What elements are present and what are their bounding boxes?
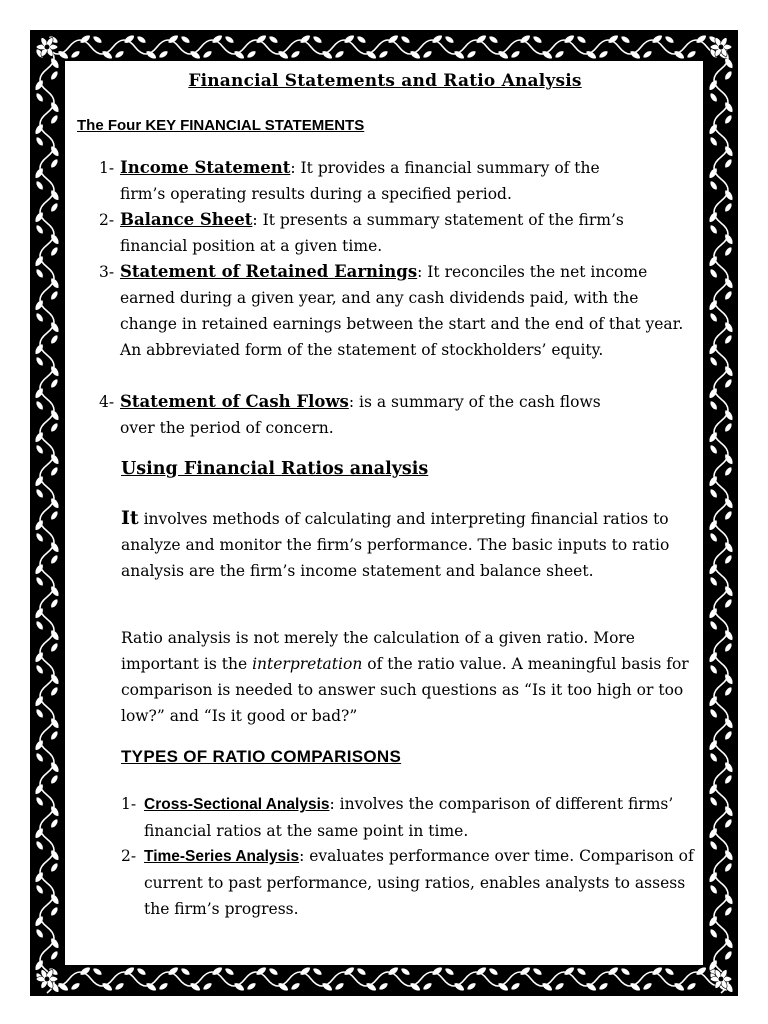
vine-leaf-icon bbox=[708, 751, 719, 763]
vine-leaf-icon bbox=[723, 553, 734, 565]
vine-leaf-icon bbox=[49, 276, 61, 290]
vine-leaf-icon bbox=[443, 34, 455, 45]
vine-leaf-icon bbox=[619, 34, 631, 45]
vine-leaf-icon bbox=[34, 399, 45, 411]
vine-leaf-icon bbox=[122, 965, 136, 977]
vine-leaf-icon bbox=[641, 981, 653, 992]
key-statements-heading: The Four KEY FINANCIAL STATEMENTS bbox=[77, 117, 365, 134]
vine-leaf-icon bbox=[49, 157, 60, 169]
vine-leaf-icon bbox=[355, 966, 367, 977]
vine-leaf-icon bbox=[708, 839, 719, 851]
vine-leaf-icon bbox=[707, 914, 719, 928]
vine-leaf-icon bbox=[628, 981, 642, 993]
vine-leaf-icon bbox=[694, 965, 708, 977]
vine-leaf-icon bbox=[421, 49, 433, 60]
vine-leaf-icon bbox=[430, 33, 444, 45]
vine-leaf-icon bbox=[33, 430, 45, 444]
vine-leaf-icon bbox=[723, 597, 734, 609]
vine-leaf-icon bbox=[723, 188, 735, 202]
vine-leaf-icon bbox=[723, 201, 734, 213]
vine-leaf-icon bbox=[69, 49, 81, 60]
vine-leaf-icon bbox=[723, 144, 735, 158]
vine-leaf-icon bbox=[708, 663, 719, 675]
vine-leaf-icon bbox=[289, 981, 301, 992]
vine-leaf-icon bbox=[723, 817, 734, 829]
vine-leaf-icon bbox=[708, 531, 719, 543]
vine-leaf-icon bbox=[166, 965, 180, 977]
statement-label: Statement of Cash Flows bbox=[120, 392, 349, 411]
vine-leaf-icon bbox=[723, 892, 735, 906]
vine-leaf-icon bbox=[723, 157, 734, 169]
vine-leaf-icon bbox=[708, 575, 719, 587]
vine-leaf-icon bbox=[723, 760, 735, 774]
vine-leaf-icon bbox=[223, 34, 235, 45]
vine-leaf-icon bbox=[34, 619, 45, 631]
vine-leaf-icon bbox=[708, 267, 719, 279]
vine-leaf-icon bbox=[723, 320, 735, 334]
vine-leaf-icon bbox=[399, 34, 411, 45]
statement-label: Income Statement bbox=[120, 158, 291, 177]
vine-leaf-icon bbox=[650, 33, 664, 45]
vine-leaf-icon bbox=[333, 49, 345, 60]
vine-leaf-icon bbox=[553, 49, 565, 60]
vine-leaf-icon bbox=[518, 33, 532, 45]
vine-leaf-icon bbox=[723, 641, 734, 653]
vine-leaf-icon bbox=[49, 377, 60, 389]
vine-leaf-icon bbox=[34, 91, 45, 103]
vine-leaf-icon bbox=[33, 78, 45, 92]
vine-leaf-icon bbox=[34, 575, 45, 587]
vine-leaf-icon bbox=[707, 122, 719, 136]
page-title: Financial Statements and Ratio Analysis bbox=[188, 71, 582, 91]
vine-leaf-icon bbox=[135, 966, 147, 977]
vine-leaf-icon bbox=[49, 232, 61, 246]
vine-leaf-icon bbox=[723, 936, 735, 950]
vine-leaf-icon bbox=[34, 487, 45, 499]
vine-leaf-icon bbox=[707, 562, 719, 576]
vine-leaf-icon bbox=[276, 981, 290, 993]
vine-leaf-icon bbox=[452, 981, 466, 993]
comparison-label: Cross-Sectional Analysis bbox=[144, 796, 330, 813]
vine-leaf-icon bbox=[33, 474, 45, 488]
corner-flower-icon bbox=[44, 44, 50, 50]
vine-leaf-icon bbox=[34, 531, 45, 543]
vine-leaf-icon bbox=[49, 773, 60, 785]
vine-leaf-icon bbox=[201, 981, 213, 992]
vine-leaf-icon bbox=[33, 606, 45, 620]
vine-leaf-icon bbox=[575, 966, 587, 977]
vine-leaf-icon bbox=[707, 694, 719, 708]
vine-leaf-icon bbox=[49, 936, 61, 950]
vine-leaf-icon bbox=[663, 34, 675, 45]
statement-item-3: 3- Statement of Retained Earnings: It reconciles the net income earned during a given year, and any cash dividends paid, with the change in retained earnings between the start and the end of that year. An abbreviated form of the statement of stockholders’ equity. bbox=[99, 262, 684, 359]
vine-leaf-icon bbox=[707, 386, 719, 400]
vine-leaf-icon bbox=[179, 34, 191, 45]
vine-leaf-icon bbox=[49, 760, 61, 774]
vine-leaf-icon bbox=[723, 509, 734, 521]
statement-item-1: 1- Income Statement: It provides a financial summary of the firm’s operating results during a specified period. bbox=[99, 158, 600, 203]
vine-leaf-icon bbox=[685, 49, 697, 60]
vine-leaf-icon bbox=[707, 826, 719, 840]
vine-leaf-icon bbox=[179, 966, 191, 977]
vine-leaf-icon bbox=[33, 782, 45, 796]
vine-leaf-icon bbox=[474, 33, 488, 45]
vine-leaf-icon bbox=[49, 333, 60, 345]
vine-leaf-icon bbox=[575, 34, 587, 45]
vine-leaf-icon bbox=[201, 49, 213, 60]
vine-leaf-icon bbox=[430, 965, 444, 977]
vine-leaf-icon bbox=[707, 166, 719, 180]
vine-leaf-icon bbox=[708, 135, 719, 147]
vine-leaf-icon bbox=[100, 981, 114, 993]
ratios-paragraph-2: Ratio analysis is not merely the calculation of a given ratio. More important is the interpretation of the ratio value. A meaningful basis for comparison is needed to answer such questions as “Is it too high or too low?” and “Is it good or bad?” bbox=[121, 629, 689, 725]
vine-leaf-icon bbox=[49, 905, 60, 917]
vine-leaf-icon bbox=[49, 289, 60, 301]
vine-leaf-icon bbox=[562, 965, 576, 977]
vine-leaf-icon bbox=[33, 386, 45, 400]
vine-leaf-icon bbox=[49, 201, 60, 213]
vine-leaf-icon bbox=[49, 641, 60, 653]
vine-leaf-icon bbox=[597, 981, 609, 992]
vine-leaf-icon bbox=[33, 694, 45, 708]
vine-leaf-icon bbox=[91, 34, 103, 45]
vine-leaf-icon bbox=[342, 33, 356, 45]
vine-leaf-icon bbox=[267, 966, 279, 977]
vine-leaf-icon bbox=[267, 34, 279, 45]
vine-leaf-icon bbox=[707, 210, 719, 224]
vine-leaf-icon bbox=[723, 408, 735, 422]
vine-leaf-icon bbox=[685, 981, 697, 992]
vine-leaf-icon bbox=[509, 49, 521, 60]
vine-leaf-icon bbox=[34, 751, 45, 763]
vine-leaf-icon bbox=[33, 826, 45, 840]
vine-leaf-icon bbox=[49, 672, 61, 686]
vine-leaf-icon bbox=[723, 245, 734, 257]
vine-leaf-icon bbox=[34, 311, 45, 323]
vine-leaf-icon bbox=[157, 981, 169, 992]
vine-leaf-icon bbox=[49, 421, 60, 433]
vine-leaf-icon bbox=[49, 245, 60, 257]
vine-leaf-icon bbox=[707, 782, 719, 796]
vine-leaf-icon bbox=[707, 606, 719, 620]
vine-leaf-icon bbox=[254, 965, 268, 977]
vine-leaf-icon bbox=[34, 443, 45, 455]
vine-leaf-icon bbox=[49, 69, 60, 81]
vine-leaf-icon bbox=[708, 91, 719, 103]
vine-leaf-icon bbox=[333, 981, 345, 992]
vine-leaf-icon bbox=[34, 179, 45, 191]
vine-leaf-icon bbox=[34, 927, 45, 939]
vine-leaf-icon bbox=[707, 78, 719, 92]
vine-leaf-icon bbox=[707, 430, 719, 444]
vine-leaf-icon bbox=[408, 981, 422, 993]
vine-leaf-icon bbox=[34, 223, 45, 235]
vine-leaf-icon bbox=[540, 981, 554, 993]
vine-leaf-icon bbox=[707, 650, 719, 664]
vine-leaf-icon bbox=[708, 223, 719, 235]
vine-leaf-icon bbox=[49, 144, 61, 158]
vine-leaf-icon bbox=[723, 949, 734, 961]
vine-leaf-icon bbox=[707, 474, 719, 488]
vine-leaf-icon bbox=[723, 540, 735, 554]
vine-leaf-icon bbox=[34, 135, 45, 147]
vine-leaf-icon bbox=[518, 965, 532, 977]
vine-leaf-icon bbox=[707, 518, 719, 532]
vine-leaf-icon bbox=[723, 672, 735, 686]
vine-leaf-icon bbox=[723, 773, 734, 785]
vine-leaf-icon bbox=[694, 33, 708, 45]
vine-leaf-icon bbox=[723, 496, 735, 510]
vine-leaf-icon bbox=[377, 49, 389, 60]
vine-leaf-icon bbox=[49, 188, 61, 202]
vine-leaf-icon bbox=[723, 364, 735, 378]
vine-leaf-icon bbox=[708, 619, 719, 631]
vine-leaf-icon bbox=[311, 966, 323, 977]
vine-leaf-icon bbox=[232, 981, 246, 993]
vine-leaf-icon bbox=[49, 408, 61, 422]
vine-leaf-icon bbox=[144, 981, 158, 993]
vine-leaf-icon bbox=[188, 981, 202, 993]
vine-leaf-icon bbox=[641, 49, 653, 60]
vine-leaf-icon bbox=[606, 33, 620, 45]
vine-leaf-icon bbox=[245, 981, 257, 992]
vine-leaf-icon bbox=[723, 452, 735, 466]
vine-leaf-icon bbox=[723, 848, 735, 862]
vine-leaf-icon bbox=[619, 966, 631, 977]
vine-leaf-icon bbox=[708, 179, 719, 191]
vine-leaf-icon bbox=[49, 817, 60, 829]
vine-leaf-icon bbox=[49, 685, 60, 697]
vine-leaf-icon bbox=[49, 848, 61, 862]
vine-leaf-icon bbox=[355, 34, 367, 45]
vine-leaf-icon bbox=[672, 981, 686, 993]
vine-leaf-icon bbox=[49, 540, 61, 554]
vine-leaf-icon bbox=[49, 804, 61, 818]
vine-leaf-icon bbox=[49, 892, 61, 906]
ratios-paragraph-1: It involves methods of calculating and interpreting financial ratios to analyze and monitor the firm’s performance. The basic inputs to ratio analysis are the firm’s income statement and balance sheet. bbox=[121, 507, 670, 580]
statement-item-2: 2- Balance Sheet: It presents a summary statement of the firm’s financial position at a given time. bbox=[99, 210, 624, 255]
vine-leaf-icon bbox=[49, 949, 60, 961]
vine-leaf-icon bbox=[723, 584, 735, 598]
vine-leaf-icon bbox=[386, 33, 400, 45]
vine-leaf-icon bbox=[223, 966, 235, 977]
vine-leaf-icon bbox=[487, 966, 499, 977]
vine-leaf-icon bbox=[49, 729, 60, 741]
vine-leaf-icon bbox=[708, 487, 719, 499]
vine-leaf-icon bbox=[723, 289, 734, 301]
types-heading: TYPES OF RATIO COMPARISONS bbox=[121, 747, 402, 766]
vine-leaf-icon bbox=[289, 49, 301, 60]
vine-leaf-icon bbox=[135, 34, 147, 45]
vine-leaf-icon bbox=[33, 122, 45, 136]
vine-leaf-icon bbox=[723, 716, 735, 730]
vine-leaf-icon bbox=[723, 729, 734, 741]
vine-leaf-icon bbox=[708, 707, 719, 719]
vine-leaf-icon bbox=[49, 584, 61, 598]
vine-leaf-icon bbox=[122, 33, 136, 45]
vine-leaf-icon bbox=[562, 33, 576, 45]
vine-leaf-icon bbox=[708, 443, 719, 455]
vine-leaf-icon bbox=[496, 981, 510, 993]
vine-leaf-icon bbox=[487, 34, 499, 45]
vine-leaf-icon bbox=[723, 377, 734, 389]
vine-leaf-icon bbox=[33, 254, 45, 268]
comparison-item-1: 1- Cross-Sectional Analysis: involves the comparison of different firms’ financial ratios at the same point in time. bbox=[121, 795, 674, 840]
vine-leaf-icon bbox=[364, 981, 378, 993]
vine-leaf-icon bbox=[34, 707, 45, 719]
page-sheet bbox=[64, 60, 704, 966]
vine-leaf-icon bbox=[210, 33, 224, 45]
vine-leaf-icon bbox=[49, 56, 61, 70]
vine-leaf-icon bbox=[531, 34, 543, 45]
vine-leaf-icon bbox=[311, 34, 323, 45]
vine-leaf-icon bbox=[399, 966, 411, 977]
vine-leaf-icon bbox=[320, 981, 334, 993]
vine-leaf-icon bbox=[210, 965, 224, 977]
vine-leaf-icon bbox=[34, 663, 45, 675]
vine-leaf-icon bbox=[49, 509, 60, 521]
vine-leaf-icon bbox=[49, 452, 61, 466]
vine-leaf-icon bbox=[723, 465, 734, 477]
vine-leaf-icon bbox=[707, 870, 719, 884]
vine-leaf-icon bbox=[723, 69, 734, 81]
corner-flower-icon bbox=[718, 976, 724, 982]
ratios-heading: Using Financial Ratios analysis bbox=[121, 459, 429, 479]
vine-leaf-icon bbox=[474, 965, 488, 977]
vine-leaf-icon bbox=[33, 738, 45, 752]
vine-leaf-icon bbox=[708, 355, 719, 367]
vine-leaf-icon bbox=[49, 597, 60, 609]
vine-leaf-icon bbox=[254, 33, 268, 45]
vine-leaf-icon bbox=[723, 804, 735, 818]
vine-leaf-icon bbox=[49, 364, 61, 378]
vine-leaf-icon bbox=[650, 965, 664, 977]
statement-label: Balance Sheet bbox=[120, 210, 253, 229]
vine-leaf-icon bbox=[91, 966, 103, 977]
corner-flower-icon bbox=[718, 44, 724, 50]
vine-leaf-icon bbox=[157, 49, 169, 60]
vine-leaf-icon bbox=[707, 738, 719, 752]
vine-leaf-icon bbox=[113, 981, 125, 992]
vine-leaf-icon bbox=[342, 965, 356, 977]
comparison-label: Time-Series Analysis bbox=[144, 848, 300, 865]
vine-leaf-icon bbox=[33, 210, 45, 224]
vine-leaf-icon bbox=[33, 914, 45, 928]
vine-leaf-icon bbox=[49, 465, 60, 477]
vine-leaf-icon bbox=[584, 981, 598, 993]
vine-leaf-icon bbox=[33, 562, 45, 576]
vine-leaf-icon bbox=[34, 355, 45, 367]
vine-leaf-icon bbox=[34, 883, 45, 895]
vine-leaf-icon bbox=[166, 33, 180, 45]
vine-leaf-icon bbox=[707, 254, 719, 268]
vine-leaf-icon bbox=[33, 870, 45, 884]
vine-leaf-icon bbox=[245, 49, 257, 60]
vine-leaf-icon bbox=[443, 966, 455, 977]
vine-leaf-icon bbox=[298, 33, 312, 45]
statement-label: Statement of Retained Earnings bbox=[120, 262, 418, 281]
vine-leaf-icon bbox=[708, 795, 719, 807]
vine-leaf-icon bbox=[49, 716, 61, 730]
vine-leaf-icon bbox=[49, 113, 60, 125]
vine-leaf-icon bbox=[421, 981, 433, 992]
vine-leaf-icon bbox=[531, 966, 543, 977]
vine-leaf-icon bbox=[723, 685, 734, 697]
corner-flower-icon bbox=[44, 976, 50, 982]
vine-leaf-icon bbox=[597, 49, 609, 60]
vine-leaf-icon bbox=[49, 100, 61, 114]
vine-leaf-icon bbox=[723, 333, 734, 345]
vine-leaf-icon bbox=[509, 981, 521, 992]
vine-leaf-icon bbox=[723, 100, 735, 114]
vine-leaf-icon bbox=[553, 981, 565, 992]
vine-leaf-icon bbox=[708, 927, 719, 939]
vine-leaf-icon bbox=[707, 298, 719, 312]
vine-leaf-icon bbox=[34, 795, 45, 807]
vine-leaf-icon bbox=[663, 966, 675, 977]
vine-leaf-icon bbox=[377, 981, 389, 992]
vine-leaf-icon bbox=[708, 311, 719, 323]
vine-leaf-icon bbox=[113, 49, 125, 60]
vine-leaf-icon bbox=[78, 33, 92, 45]
vine-leaf-icon bbox=[49, 496, 61, 510]
vine-leaf-icon bbox=[708, 399, 719, 411]
vine-leaf-icon bbox=[49, 628, 61, 642]
vine-leaf-icon bbox=[49, 861, 60, 873]
vine-leaf-icon bbox=[723, 861, 734, 873]
vine-leaf-icon bbox=[386, 965, 400, 977]
comparison-item-2: 2- Time-Series Analysis: evaluates performance over time. Comparison of current to past performance, using ratios, enables analysts to assess the firm’s progress. bbox=[121, 847, 694, 918]
vine-leaf-icon bbox=[33, 298, 45, 312]
vine-leaf-icon bbox=[708, 883, 719, 895]
vine-leaf-icon bbox=[33, 342, 45, 356]
vine-leaf-icon bbox=[49, 553, 60, 565]
vine-leaf-icon bbox=[707, 342, 719, 356]
statement-item-4: 4- Statement of Cash Flows: is a summary of the cash flows over the period of concern. bbox=[99, 392, 601, 437]
vine-leaf-icon bbox=[49, 320, 61, 334]
vine-leaf-icon bbox=[723, 628, 735, 642]
vine-leaf-icon bbox=[723, 232, 735, 246]
vine-leaf-icon bbox=[69, 981, 81, 992]
vine-leaf-icon bbox=[723, 276, 735, 290]
vine-leaf-icon bbox=[33, 650, 45, 664]
vine-leaf-icon bbox=[465, 981, 477, 992]
vine-leaf-icon bbox=[606, 965, 620, 977]
vine-leaf-icon bbox=[33, 518, 45, 532]
vine-leaf-icon bbox=[34, 839, 45, 851]
vine-leaf-icon bbox=[723, 905, 734, 917]
vine-leaf-icon bbox=[33, 166, 45, 180]
vine-leaf-icon bbox=[723, 113, 734, 125]
vine-leaf-icon bbox=[34, 267, 45, 279]
vine-leaf-icon bbox=[465, 49, 477, 60]
vine-leaf-icon bbox=[298, 965, 312, 977]
vine-leaf-icon bbox=[78, 965, 92, 977]
vine-leaf-icon bbox=[723, 421, 734, 433]
